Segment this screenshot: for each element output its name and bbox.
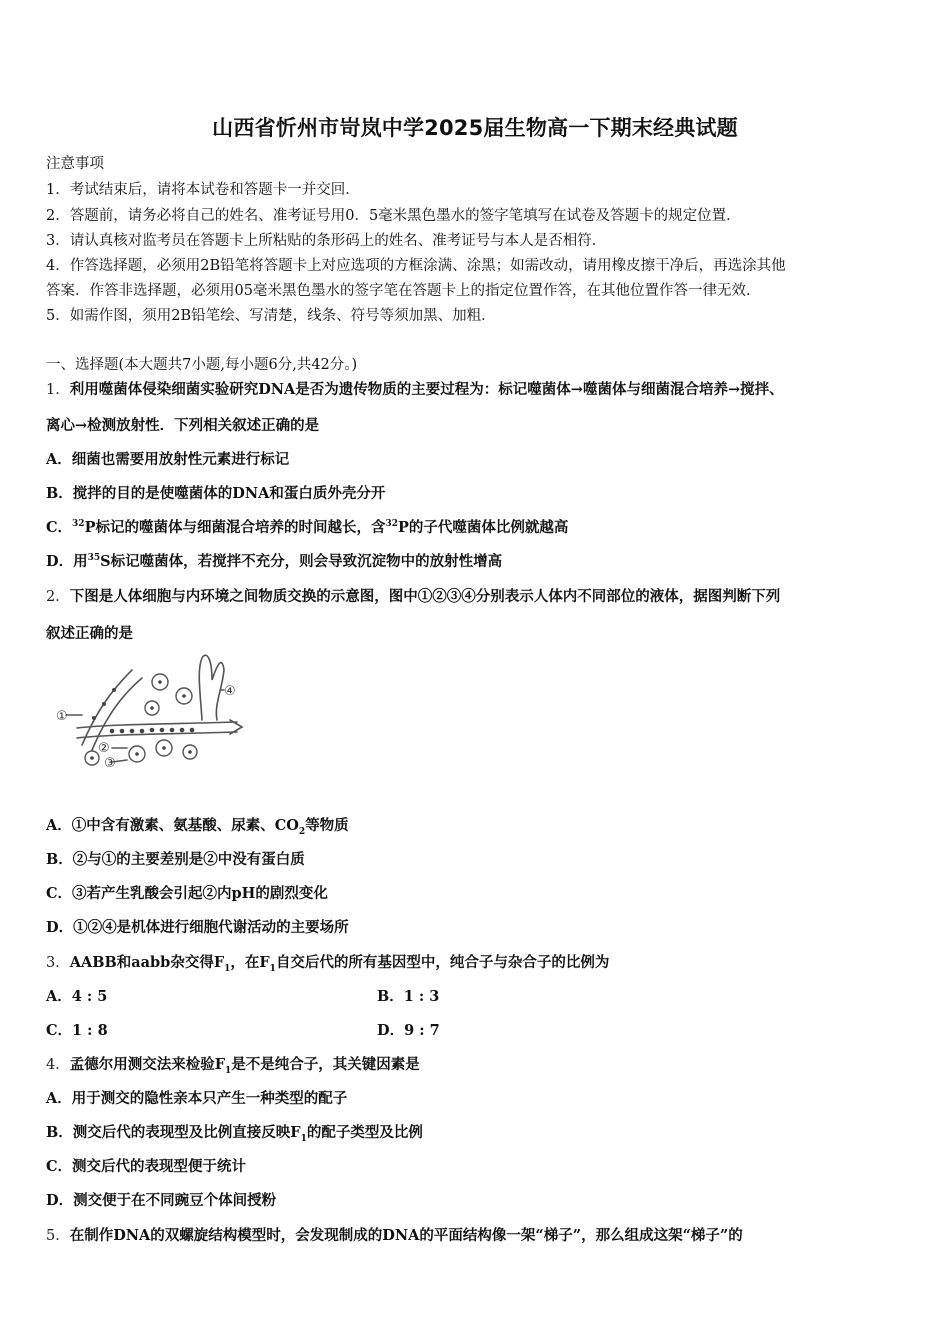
superscript: 32 — [385, 519, 399, 530]
question-2-cont: 叙述正确的是 — [46, 625, 133, 642]
option-a: A．4 : 5 — [46, 988, 108, 1005]
notice-item: 5．如需作图，须用2B铅笔绘、写清楚，线条、符号等须加黑、加粗． — [46, 308, 496, 324]
option-text: 的配子类型及比例 — [306, 1124, 423, 1141]
option-a: A．用于测交的隐性亲本只产生一种类型的配子 — [46, 1090, 348, 1107]
question-5 — [46, 1224, 743, 1245]
diagram-line — [82, 670, 132, 745]
option-d: D．9 : 7 — [377, 1022, 440, 1039]
question-text: 是不是纯合子，其关键因素是 — [231, 1056, 420, 1073]
subscript: 1 — [269, 963, 276, 974]
question-text: 下图是人体细胞与内环境之间物质交换的示意图，图中①②③④分别表示人体内不同部位的液体，据图判断下列 — [69, 588, 781, 605]
question-number: 3． — [46, 955, 70, 971]
label-2: ② — [98, 741, 110, 756]
question-4 — [46, 1053, 420, 1076]
section-heading: 一、选择题(本大题共7小题,每小题6分,共42分。) — [46, 357, 358, 373]
exchange-diagram — [52, 650, 252, 775]
option-text: S标记噬菌体，若搅拌不充分，则会导致沉淀物中的放射性增高 — [100, 553, 503, 570]
question-3 — [46, 951, 609, 974]
question-text: 自交后代的所有基因型中，纯合子与杂合子的比例为 — [275, 954, 610, 971]
label-3: ③ — [104, 756, 116, 771]
question-2 — [46, 585, 780, 606]
option-d — [46, 550, 502, 571]
question-text: 在制作DNA的双螺旋结构模型时，会发现制成的DNA的平面结构像一架“梯子”，那么组成这架“梯子”的 — [69, 1227, 743, 1244]
superscript: 35 — [87, 553, 101, 564]
lymph-vessel — [199, 655, 224, 720]
label-4: ④ — [224, 684, 236, 699]
option-b: B．搅拌的目的是使噬菌体的DNA和蛋白质外壳分开 — [46, 485, 386, 502]
question-text: AABB和aabb杂交得F — [69, 954, 225, 971]
page-title: 山西省忻州市岢岚中学2025届生物高一下期末经典试题 — [212, 116, 738, 140]
question-number: 2． — [46, 589, 70, 605]
option-c: C．测交后代的表现型便于统计 — [46, 1158, 247, 1175]
notice-item: 2．答题前，请务必将自己的姓名、准考证号用0．5毫米黑色墨水的签字笔填写在试卷及答题卡的规定位置． — [46, 208, 741, 224]
notice-item: 答案．作答非选择题，必须用05毫米黑色墨水的签字笔在答题卡上的指定位置作答，在其他位置作答一律无效． — [46, 283, 761, 299]
question-number: 1． — [46, 382, 70, 398]
option-d: D．①②④是机体进行细胞代谢活动的主要场所 — [46, 919, 349, 936]
option-c — [46, 516, 568, 537]
option-text: 等物质 — [305, 817, 349, 834]
option-text: C． — [46, 519, 73, 536]
notice-heading: 注意事项 — [46, 156, 104, 172]
question-text: 利用噬菌体侵染细菌实验研究DNA是否为遗传物质的主要过程为：标记噬菌体→噬菌体与细菌混合培养→搅拌、 — [69, 381, 784, 398]
question-1-cont: 离心→检测放射性．下列相关叙述正确的是 — [46, 417, 320, 434]
option-text: D．用 — [46, 553, 88, 570]
option-b: B．1 : 3 — [377, 988, 440, 1005]
option-a: A．细菌也需要用放射性元素进行标记 — [46, 451, 290, 468]
question-text: 孟德尔用测交法来检验F — [69, 1056, 226, 1073]
option-c: C．1 : 8 — [46, 1022, 108, 1039]
option-text: P的子代噬菌体比例就越高 — [398, 519, 569, 536]
option-b: B．②与①的主要差别是②中没有蛋白质 — [46, 851, 305, 868]
option-text: P标记的噬菌体与细菌混合培养的时间越长，含 — [84, 519, 386, 536]
question-number: 4． — [46, 1057, 70, 1073]
option-text: B．测交后代的表现型及比例直接反映F — [46, 1124, 301, 1141]
subscript: 1 — [300, 1133, 307, 1144]
diagram-line — [92, 678, 142, 750]
capillary-wall — [77, 722, 237, 728]
subscript: 2 — [298, 826, 306, 837]
subscript: 1 — [224, 963, 231, 974]
question-text: ，在F — [230, 954, 270, 971]
option-text: A．①中含有激素、氨基酸、尿素、CO — [46, 817, 299, 834]
question-number: 5． — [46, 1228, 70, 1244]
notice-item: 1．考试结束后，请将本试卷和答题卡一并交回． — [46, 182, 360, 198]
label-1: ① — [56, 709, 68, 724]
subscript: 1 — [225, 1065, 232, 1076]
option-d: D．测交便于在不同豌豆个体间授粉 — [46, 1192, 277, 1209]
option-c: C．③若产生乳酸会引起②内pH的剧烈变化 — [46, 885, 328, 902]
question-1 — [46, 378, 784, 399]
option-a — [46, 814, 349, 837]
notice-item: 4．作答选择题，必须用2B铅笔将答题卡上对应选项的方框涂满、涂黑；如需改动，请用橡皮擦干净后，再选涂其他 — [46, 258, 786, 274]
option-b — [46, 1121, 423, 1144]
capillary-wall — [77, 732, 237, 738]
notice-item: 3．请认真核对监考员在答题卡上所粘贴的条形码上的姓名、准考证号与本人是否相符． — [46, 233, 607, 249]
superscript: 32 — [72, 519, 85, 530]
